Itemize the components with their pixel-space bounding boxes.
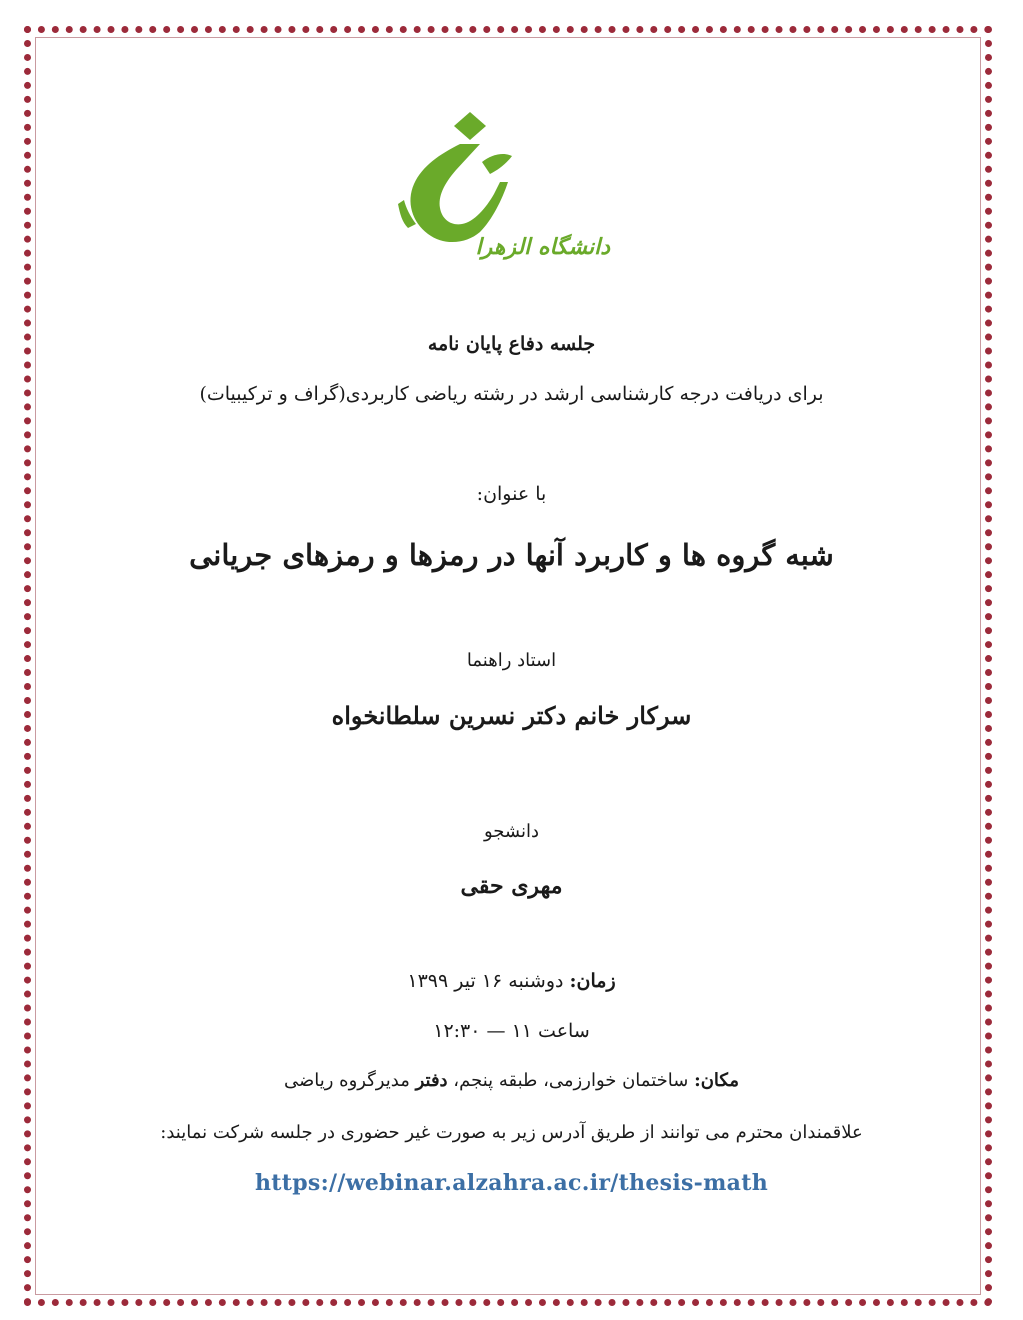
university-logo [396,104,622,266]
time-label: زمان: [569,970,616,992]
location-office: دفتر [415,1070,448,1091]
alzahra-logo-mark [396,104,622,266]
degree-line: برای دریافت درجه کارشناسی ارشد در رشته ریاضی کاربردی(گراف و ترکیبیات) [199,383,824,405]
session-location [60,1070,963,1091]
session-title: جلسه دفاع پایان نامه [427,333,596,355]
location-office-rest: مدیرگروه ریاضی [283,1070,410,1091]
student-name: مهری حقی [460,873,563,899]
title-label: با عنوان: [476,483,547,505]
supervisor-name: سرکار خانم دکتر نسرین سلطانخواه [331,701,692,730]
supervisor-label: استاد راهنما [466,650,557,671]
location-value: ساختمان خوارزمی، طبقه پنجم، [453,1070,689,1091]
session-date: دوشنبه ۱۶ تیر ۱۳۹۹ [407,970,564,992]
location-label: مکان: [694,1070,739,1091]
session-time [60,970,963,992]
logo-text: دانشگاه الزهرا [475,234,610,260]
invitation-text: علاقمندان محترم می توانند از طریق آدرس زیر به صورت غیر حضوری در جلسه شرکت نمایند: [160,1122,863,1143]
webinar-link[interactable]: https://webinar.alzahra.ac.ir/thesis-math [255,1170,768,1196]
session-hours: ساعت ۱۱ — ۱۲:۳۰ [433,1020,590,1042]
thesis-title: شبه گروه ها و کاربرد آنها در رمزها و رمزهای جریانی [189,538,834,572]
student-label: دانشجو [483,821,539,842]
